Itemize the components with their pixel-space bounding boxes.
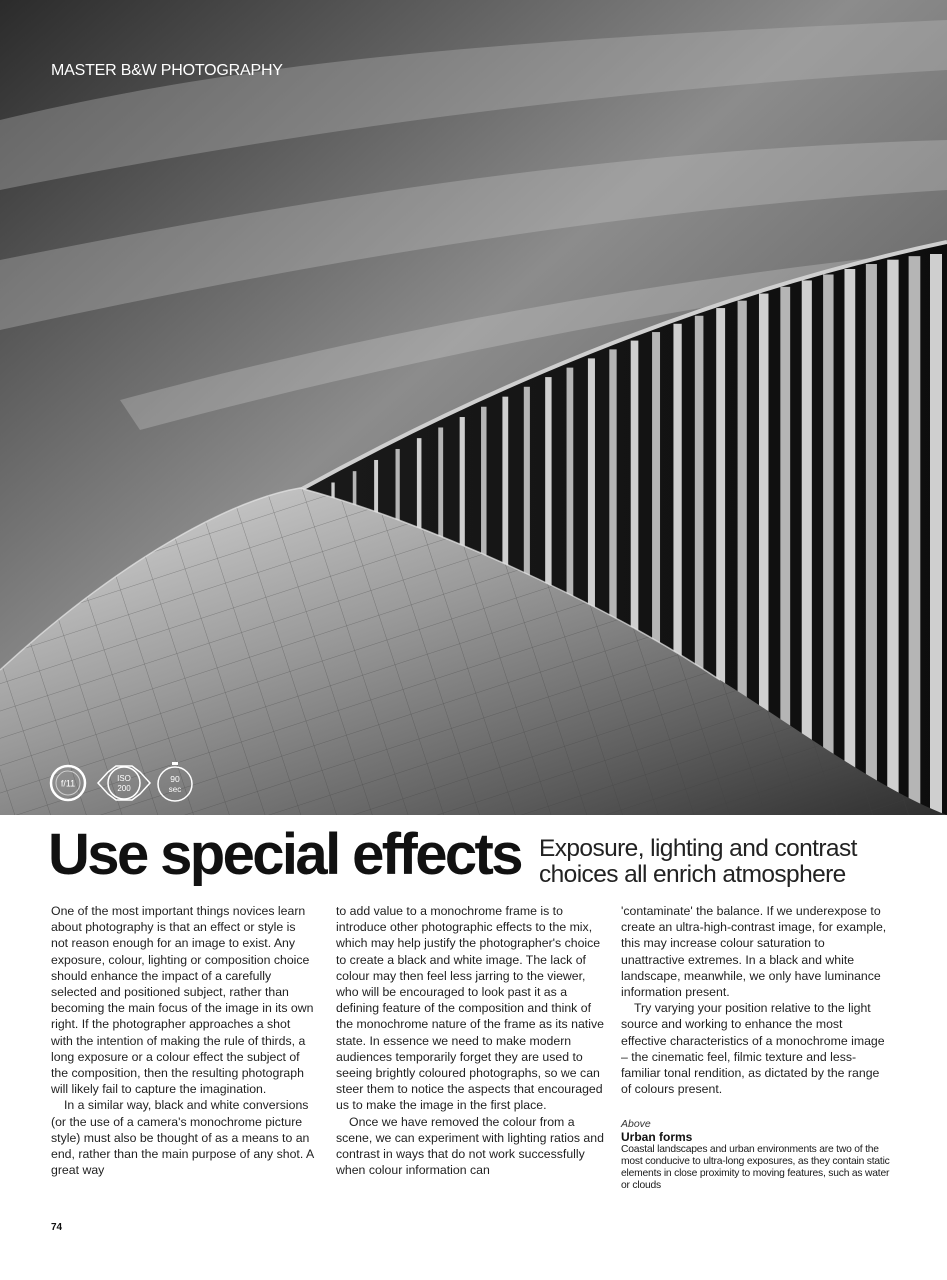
stopwatch-icon — [158, 762, 192, 801]
body-paragraph: Once we have removed the colour from a scene, we can experiment with lighting ratios and contrast in ways that do not work successfully when colour information can — [336, 1114, 604, 1178]
body-paragraph: One of the most important things novices learn about photography is that an effect or style is not reason enough for an image to exist. Any exposure, colour, lighting or composition choice should enhance the impact of a carefully selected and positioned subject, rather than becoming the main focus of the image in its own right. If the photographer approaches a shot with the intention of making the rule of thirds, a long exposure or a colour effect the subject of the composition, then the resulting photograph will likely fail to capture the imagination. — [51, 904, 314, 1097]
body-paragraph: to add value to a monochrome frame is to introduce other photographic effects to the mix, which may help justify the photographer's choice to create a black and white image. The lack of colour may then feel less jarring to the viewer, who will be encouraged to look past it as a defining feature of the composition and think of the monochrome nature of the frame as its native state. In essence we need to make modern audiences temporarily forget they are used to seeing brightly coloured photographs, so we can steer them to notice the aspects that encouraged us to make the image in the first place. — [336, 904, 604, 1113]
body-paragraph: Try varying your position relative to the light source and working to enhance the most effective characteristics of a monochrome image – the cinematic feel, filmic texture and less-familiar tonal rendition, as dictated by the range of colours present. — [621, 1001, 885, 1097]
body-column-2 — [336, 903, 606, 1178]
facade-column — [909, 256, 921, 815]
facade-column — [887, 260, 898, 815]
body-paragraph: In a similar way, black and white conversions (or the use of a camera's monochrome picture style) must also be thought of as a means to an end, rather than the main purpose of any shot. A great way — [51, 1098, 314, 1178]
exposure-settings — [48, 762, 198, 802]
article-headline: Use special effects — [48, 822, 521, 887]
deck-line-1: Exposure, lighting and contrast — [539, 835, 857, 862]
caption-label: Above — [621, 1118, 651, 1130]
caption-text: Coastal landscapes and urban environments are two of the most conducive to ultra-long exposures, as they contain static elements in close proximity to moving features, such as water or clouds — [621, 1144, 890, 1191]
body-paragraph: 'contaminate' the balance. If we underexpose to create an ultra-high-contrast image, for example, this may increase colour saturation to unattractive extremes. In a black and white landscape, meanwhile, we only have luminance information present. — [621, 904, 887, 1000]
aperture-value: f/11 — [60, 778, 76, 789]
section-kicker: MASTER B&W PHOTOGRAPHY — [51, 62, 283, 79]
article-deck — [539, 836, 919, 888]
body-column-3 — [621, 903, 889, 1097]
iso-icon — [98, 766, 150, 800]
caption-title: Urban forms — [621, 1130, 693, 1144]
shutter-unit: sec — [168, 785, 182, 794]
deck-line-2: choices all enrich atmosphere — [539, 861, 846, 888]
iso-value: 200 — [117, 784, 131, 793]
photo-caption — [621, 1118, 891, 1192]
facade-column — [823, 274, 833, 815]
facade-column — [844, 269, 855, 815]
aperture-icon — [51, 766, 85, 800]
iso-label: ISO — [117, 774, 131, 783]
shutter-value: 90 — [170, 774, 180, 784]
facade-column — [930, 254, 942, 815]
body-column-1 — [51, 903, 315, 1178]
facade-column — [866, 264, 877, 815]
page-number: 74 — [51, 1222, 63, 1233]
